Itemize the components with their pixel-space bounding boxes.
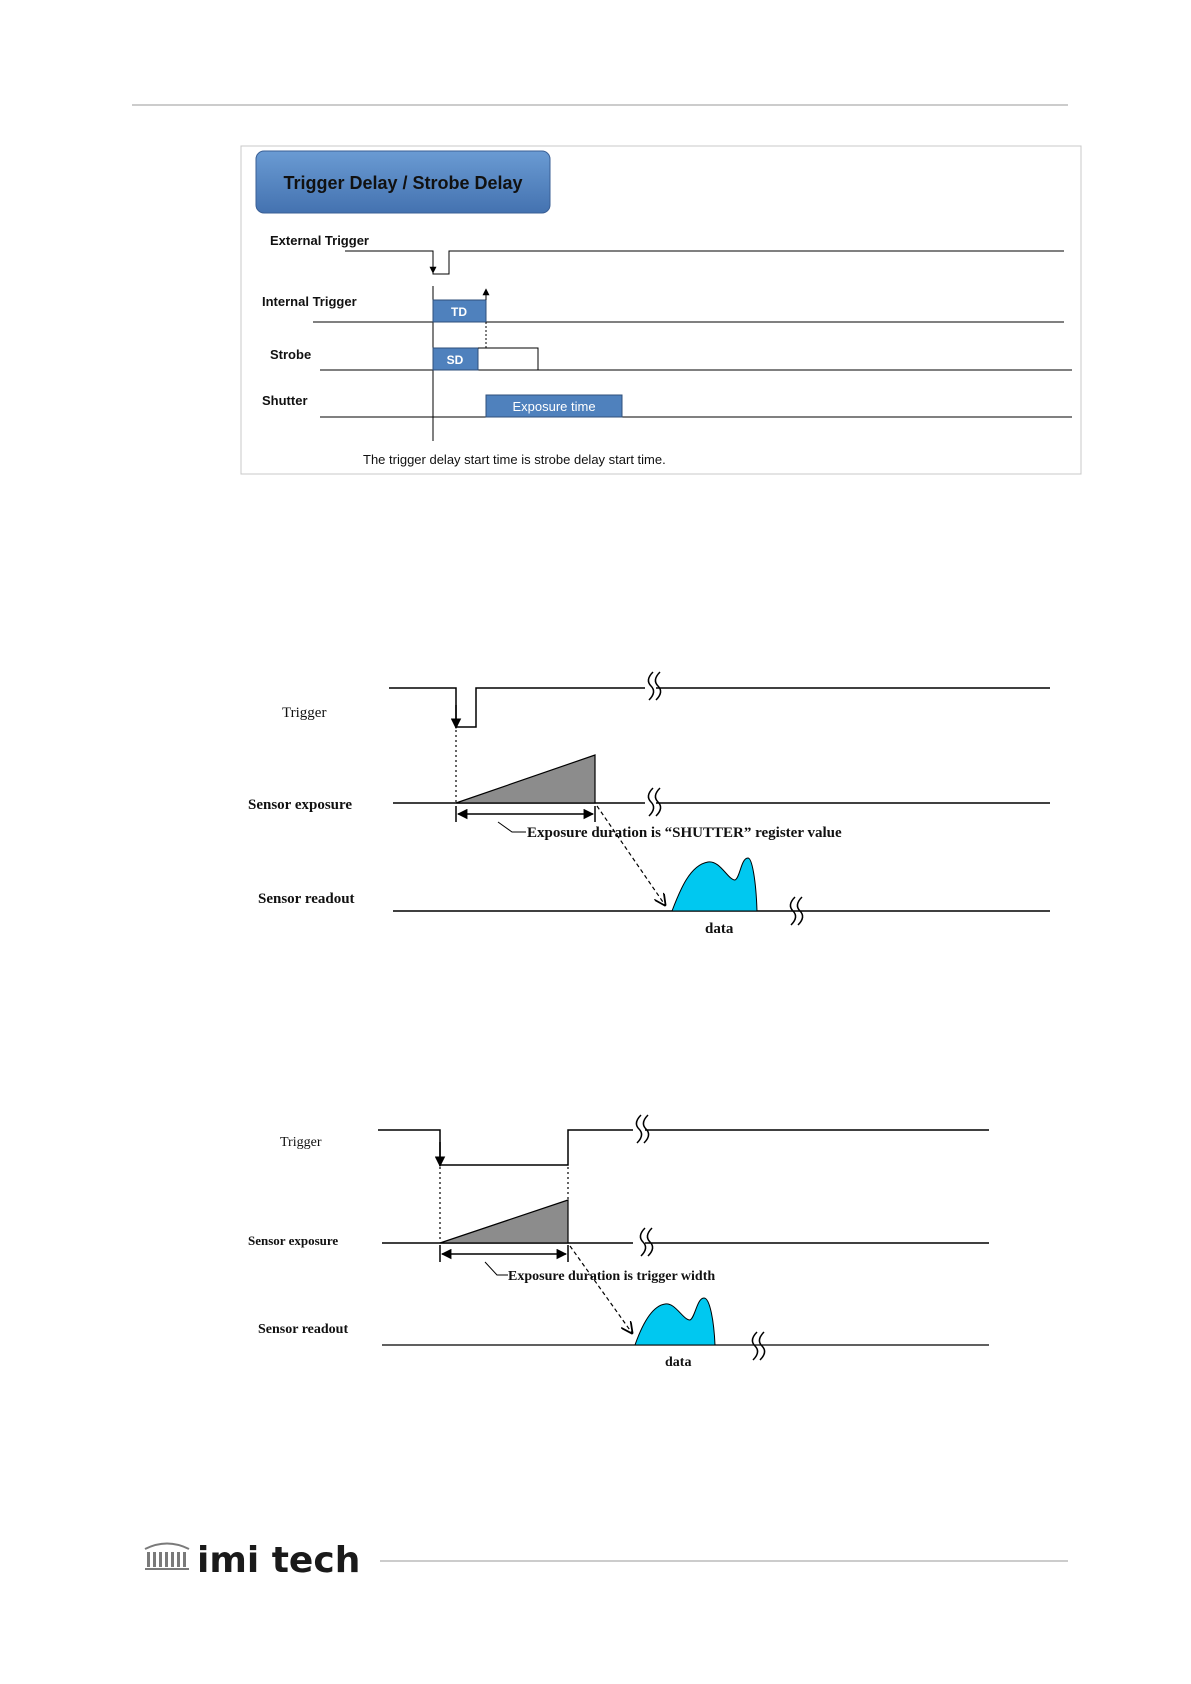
- fig3-readout-arrow: [570, 1246, 632, 1333]
- figure-shutter-register-exposure: [248, 672, 1050, 937]
- fig2-trigger-waveform: [389, 688, 645, 727]
- label-internal-trigger: Internal Trigger: [262, 294, 357, 309]
- fig3-exposure-break-icon: [640, 1228, 652, 1256]
- imi-tech-logo-icon: [145, 1544, 189, 1571]
- fig2-exposure-break-icon: [648, 788, 660, 816]
- fig3-data-label: data: [665, 1355, 692, 1370]
- fig2-label-sensor-exposure: Sensor exposure: [248, 797, 353, 813]
- figure1-banner-title: Trigger Delay / Strobe Delay: [283, 173, 523, 193]
- fig2-trigger-break-icon: [648, 672, 660, 700]
- fig3-trigger-waveform: [378, 1130, 633, 1165]
- fig3-exposure-ramp: [440, 1200, 568, 1243]
- exposure-time-label: Exposure time: [512, 399, 596, 414]
- label-external-trigger: External Trigger: [270, 233, 369, 248]
- fig3-data-blob: [635, 1298, 715, 1345]
- fig2-data-label: data: [705, 921, 734, 937]
- sd-label: SD: [446, 353, 464, 367]
- fig2-readout-arrow: [597, 806, 665, 905]
- fig3-label-sensor-exposure: Sensor exposure: [248, 1233, 339, 1248]
- td-label: TD: [451, 305, 467, 319]
- figure-trigger-width-exposure: [248, 1115, 989, 1370]
- label-strobe: Strobe: [270, 347, 312, 362]
- fig2-annotation-leader: [498, 822, 526, 832]
- fig2-label-sensor-readout: Sensor readout: [258, 891, 355, 907]
- fig2-exposure-ramp: [456, 755, 595, 803]
- fig2-label-trigger: Trigger: [282, 705, 327, 721]
- fig2-data-blob: [672, 858, 757, 911]
- fig3-label-trigger: Trigger: [280, 1135, 322, 1150]
- imi-tech-logo-text: imi tech: [197, 1540, 361, 1581]
- figure1-caption: The trigger delay start time is strobe delay start time.: [363, 452, 666, 467]
- fig3-annotation: Exposure duration is trigger width: [508, 1269, 716, 1284]
- fig3-label-sensor-readout: Sensor readout: [258, 1322, 349, 1337]
- fig2-annotation: Exposure duration is “SHUTTER” register value: [527, 825, 842, 841]
- label-shutter: Shutter: [262, 393, 308, 408]
- footer: [145, 1540, 1068, 1581]
- figure-trigger-strobe-delay: [241, 146, 1081, 474]
- fig3-annotation-leader: [485, 1262, 508, 1275]
- fig3-readout-break-icon: [752, 1332, 764, 1360]
- fig3-trigger-break-icon: [636, 1115, 648, 1143]
